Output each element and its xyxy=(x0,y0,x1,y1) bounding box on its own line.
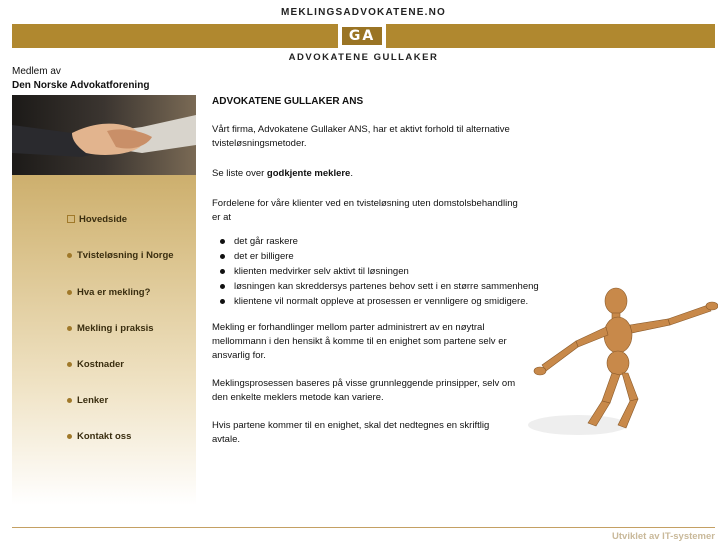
main-content xyxy=(212,95,539,447)
mediator-list-link[interactable]: godkjente meklere xyxy=(266,168,351,179)
mediator-list-line xyxy=(212,167,522,181)
wooden-mannequin-image xyxy=(518,285,718,445)
nav-label: Lenker xyxy=(77,395,109,406)
bullet-icon xyxy=(67,253,72,258)
nav-item-lenker[interactable] xyxy=(67,395,108,406)
nav-label: Kostnader xyxy=(77,359,124,370)
handshake-image xyxy=(12,95,196,175)
advantages-intro: Fordelene for våre klienter ved en tvisteløsning uten domstolsbehandling er at xyxy=(212,198,518,223)
list-item: det går raskere xyxy=(212,234,522,249)
bullet-icon xyxy=(67,290,72,295)
mannequin-icon xyxy=(518,285,718,445)
nav-item-hva-er-mekling[interactable] xyxy=(67,287,150,298)
mediation-definition: Mekling er forhandlinger mellom parter administrert av en nøytral mellommann i den hensikt å komme til en enighet som partene selv er ansvarlig for. xyxy=(212,322,507,361)
list-item: løsningen kan skreddersys partenes behov sett i en større sammenheng xyxy=(212,279,522,294)
list-prefix: Se liste over xyxy=(212,168,267,179)
footer-divider xyxy=(12,527,715,528)
bullet-icon xyxy=(67,398,72,403)
list-item: klientene vil normalt oppleve at prosessen er vennligere og smidigere. xyxy=(212,294,522,309)
advantages-list xyxy=(212,234,539,309)
handshake-icon xyxy=(12,95,196,175)
nav-label: Mekling i praksis xyxy=(77,323,154,334)
bullet-icon xyxy=(67,362,72,367)
list-item: det er billigere xyxy=(212,249,522,264)
nav-item-kontakt-oss[interactable] xyxy=(67,431,131,442)
agreement-paragraph: Hvis partene kommer til en enighet, skal det nedtegnes en skriftlig avtale. xyxy=(212,420,490,445)
intro-text: Vårt firma, Advokatene Gullaker ANS, har et aktivt forhold til alternative tvisteløsningsmetoder. xyxy=(212,124,510,149)
nav-label: Hva er mekling? xyxy=(77,287,151,298)
nav-label: Hovedside xyxy=(79,214,128,225)
nav-label: Tvisteløsning i Norge xyxy=(77,250,174,261)
footer-credit-link[interactable]: Utviklet av IT-systemer xyxy=(612,531,715,542)
list-suffix: . xyxy=(350,168,353,179)
nav-label: Kontakt oss xyxy=(77,431,132,442)
membership-association: Den Norske Advokatforening xyxy=(12,80,150,91)
nav-item-kostnader[interactable] xyxy=(67,359,124,370)
list-item: klienten medvirker selv aktivt til løsningen xyxy=(212,264,522,279)
process-paragraph: Meklingsprosessen baseres på visse grunnleggende prinsipper, selv om den enkelte meklers metode kan variere. xyxy=(212,378,516,403)
nav-item-mekling-i-praksis[interactable] xyxy=(67,323,154,334)
bullet-icon xyxy=(67,434,72,439)
nav-item-tvistelosning[interactable] xyxy=(67,250,174,261)
membership-label: Medlem av xyxy=(12,66,61,77)
bullet-icon xyxy=(67,326,72,331)
logo[interactable]: GA xyxy=(342,27,382,45)
page-title: ADVOKATENE GULLAKER ANS xyxy=(212,96,364,107)
firm-name: ADVOKATENE GULLAKER xyxy=(288,52,439,63)
site-url: MEKLINGSADVOKATENE.NO xyxy=(280,7,447,18)
nav-item-hovedside[interactable] xyxy=(67,214,127,225)
square-bullet-icon xyxy=(67,215,75,223)
